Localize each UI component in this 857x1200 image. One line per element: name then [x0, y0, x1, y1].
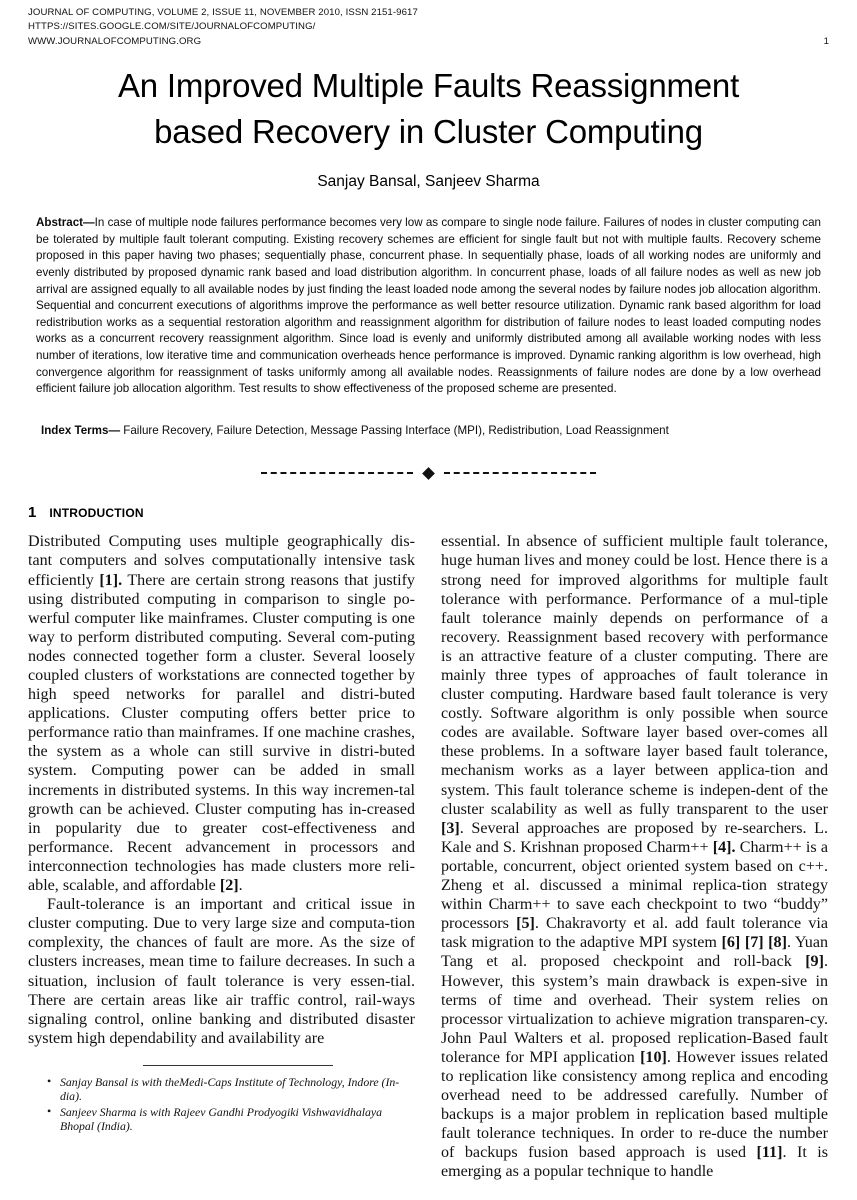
header-url-line: HTTPS://SITES.GOOGLE.COM/SITE/JOURNALOFCOMPUTING/	[28, 21, 316, 33]
rc-seg-5: . Yuan Tang et al. proposed checkpoint and roll-back	[441, 934, 829, 971]
citation-ref-6-7-8: [6] [7] [8]	[721, 934, 787, 952]
citation-ref-11: [11]	[756, 1144, 783, 1162]
title-line-2: based Recovery in Cluster Computing	[154, 113, 703, 151]
right-column	[441, 532, 828, 1181]
index-terms	[41, 423, 821, 440]
section-title: introduction	[49, 502, 144, 522]
divider-dashes-right	[444, 472, 596, 474]
section-number: 1	[28, 504, 37, 522]
title-line-1: An Improved Multiple Faults Reassignment	[117, 67, 740, 105]
para1-part-c: .	[238, 877, 243, 895]
diamond-icon	[422, 467, 435, 480]
list-item: • Sanjay Bansal is with theMedi-Caps Institute of Technology, Indore (In-dia).	[47, 1075, 415, 1104]
rc-seg-7: . However issues related to replication like consistency among replica and encoding overhead need to be addressed carefully. Number of backups is a major problem in replication based multiple fault tolerance techniques. In order to re-duce the number of backups fusion based approach is used	[441, 1048, 829, 1162]
citation-ref-1: [1].	[99, 571, 123, 589]
header-site-line: WWW.JOURNALOFCOMPUTING.ORG	[28, 35, 202, 47]
para1-part-b: There are certain strong reasons that justify using distributed computing in comparison to single po-werful computer like mainframes. Cluster computing is one way to perform distributed computing. Several com-puting nodes connected together form a cluster. Several loosely coupled clusters of workstations are connected together by high speed networks for parallel and distri-buted applications. Cluster computing offers better price to performance ratio than mainframes. If one machine crashes, the system as a whole can still survive in distri-buted system. Computing power can be added in small increments in distributed systems. In this way incremen-tal growth can be achieved. Cluster computing has in-creased in popularity due to greater cost-effectiveness and performance. Recent advancement in processors and interconnection technologies has made clusters more reli-able, scalable, and affordable	[28, 571, 415, 895]
abstract-text: In case of multiple node failures performance becomes very low as compare to single node failure. Failures of nodes in cluster computing can be tolerated by multiple fault tolerant computing. Existing recovery schemes are efficient for single fault but not with multiple faults. Recovery scheme proposed in this paper having two phases; sequentially phase, concurrent phase. In sequentially phase, loads of all working nodes are uniformly and evenly distributed by proposed dynamic rank based and load distribution algorithm. In concurrent phase, loads of all failure nodes as well as new job arrival are assigned equally to all available nodes by just finding the least loaded node among the several nodes by failure nodes job allocation algorithm. Sequential and concurrent executions of algorithms improve the performance as well better resource utilization. Dynamic rank based algorithm for load redistribution works as a sequential restoration algorithm and reassignment algorithm for distribution of failure nodes to least loaded computing nodes works as a concurrent recovery reassignment algorithm. Since load is evenly and uniformly distributed among all available working nodes with less number of iterations, low iterative time and communication overheads hence performance is improved. Dynamic ranking algorithm is low overhead, high convergence algorithm for reassignment of tasks uniformly among all available nodes. Reassignments of failure nodes are done by a low overhead efficient failure job allocation algorithm. Test results to show effectiveness of the proposed scheme are presented.	[36, 216, 821, 396]
index-terms-label: Index Terms—	[41, 423, 121, 437]
page-title	[42, 63, 815, 155]
citation-ref-2: [2]	[219, 877, 239, 895]
list-item: • Sanjeev Sharma is with Rajeev Gandhi Prodyogiki Vishwavidhalaya Bhopal (India).	[47, 1105, 415, 1134]
abstract-label: Abstract—	[36, 216, 95, 230]
index-terms-text: Failure Recovery, Failure Detection, Message Passing Interface (MPI), Redistribution, Load Reassignment	[120, 423, 669, 437]
section-heading-introduction	[28, 502, 829, 522]
rc-seg-6: . However, this system’s main drawback is expen-sive in terms of time and overhead. Their system relies on processor virtualization to achieve migration transparen-cy. John Paul Walters et al. proposed replication-Based fault tolerance for MPI application	[441, 953, 828, 1066]
rc-seg-3: Charm++ is a portable, concurrent, object oriented system based on c++. Zheng et al. discussed a minimal replica-tion strategy within Charm++ to save each checkpoint to two “buddy” processors	[441, 838, 829, 933]
divider-dashes-left	[261, 472, 413, 474]
footnote-separator-rule	[143, 1065, 333, 1066]
citation-ref-10: [10]	[640, 1048, 667, 1066]
paragraph-intro-1	[28, 532, 415, 895]
citation-ref-3: [3]	[441, 819, 460, 837]
running-header	[28, 6, 829, 49]
para1-part-a: Distributed Computing uses multiple geographically dis-tant computers and solves computationally intensive task efficiently	[28, 533, 415, 589]
left-column	[28, 532, 415, 1135]
rc-seg-4: . Chakravorty et al. add fault tolerance via task migration to the adaptive MPI system	[441, 915, 828, 952]
rc-seg-1: essential. In absence of sufficient multiple fault tolerance, huge human lives and money could be lost. Hence there is a strong need for improved algorithms for multiple fault tolerance with performance. Performance of a mul-tiple fault tolerance mainly depends on performance of a recovery. Reassignment based recovery with performance is an attractive feature of a cluster computing. There are mainly three types of approaches of fault tolerance in cluster computing. Hardware based fault tolerance is very costly. Software algorithm is only possible when source codes are available. Software layer based over-comes all these problems. In a software layer based fault tolerance, mechanism works as a layer between applica-tion and system. This fault tolerance scheme is indepen-dent of the cluster scalability as well as fully transparent to the user	[441, 533, 828, 818]
paragraph-intro-2: Fault-tolerance is an important and critical issue in cluster computing. Due to very large size and computa-tion complexity, the chances of fault are more. As the size of clusters increases, mean time to failure decreases. In such a situation, inclusion of fault tolerance is very essen-tial. There are certain areas like air traffic control, rail-ways signaling control, online banking and distributed disaster system high dependability and availability are	[28, 896, 415, 1047]
footnote-list	[28, 1075, 415, 1134]
citation-ref-4: [4].	[712, 838, 736, 856]
author-list: Sanjay Bansal, Sanjeev Sharma	[317, 173, 540, 191]
header-journal-line: JOURNAL OF COMPUTING, VOLUME 2, ISSUE 11, NOVEMBER 2010, ISSN 2151-9617	[28, 7, 418, 18]
rc-seg-8: . It is emerging as a popular technique to handle	[441, 1144, 828, 1181]
ornamental-divider	[28, 466, 829, 480]
page-number: 1	[823, 35, 829, 47]
abstract-paragraph	[36, 215, 821, 398]
footnote-block	[28, 1065, 415, 1134]
citation-ref-9: [9]	[805, 953, 824, 971]
citation-ref-5: [5]	[516, 915, 535, 933]
body-columns	[28, 532, 829, 1181]
paragraph-intro-continued	[441, 532, 828, 1181]
rc-seg-2: . Several approaches are proposed by re-searchers. L. Kale and S. Krishnan proposed Charm++	[441, 819, 828, 856]
